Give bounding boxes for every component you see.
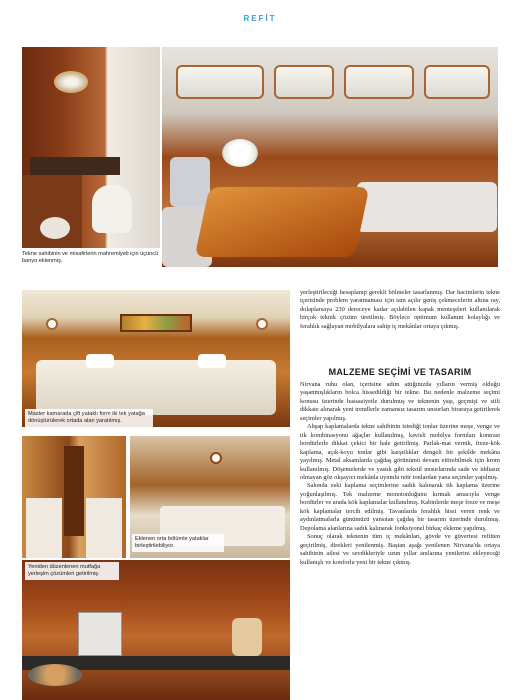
toilet (92, 185, 132, 233)
master-cabin-photo (22, 290, 290, 427)
article-body (300, 381, 500, 567)
salon-sofa (357, 182, 497, 232)
porthole (210, 452, 222, 464)
single-bed (26, 498, 62, 558)
pillow (86, 354, 114, 368)
salon-window (424, 65, 490, 99)
article-paragraph: Nirvana ruhu olan, içerisine adım attığınızda yılların vermiş olduğu yaşanmışlıkların bolca hissedildiği bir tekne. Bu nedenle malzeme seçimi konusu üzerinde hassasiyetle durulmuş ve teknenin yaşı, geçmişi ve stili dikkate alınarak yeni trendlerle zamansız tasarım unsurları biraraya getirilerek seçimler yapılmış. (300, 381, 500, 422)
galley-caption: Yeniden düzenlenen mutfağa yerleşim çözümleri getirilmiş. (25, 562, 119, 580)
master-cabin-caption: Master kamarada çift yataklı form iki tek yatağa dönüştürülerek ortada alan yaratılmış. (25, 409, 153, 427)
salon-photo (162, 47, 498, 267)
magazine-header: REFİT (243, 14, 277, 23)
galley-appliance (78, 612, 122, 656)
porthole (256, 318, 268, 330)
bathroom-sink (40, 217, 70, 239)
article-paragraph: Ahşap kaplamalarda tekne sahibinin istediği tonlar üzerine meşe, venge ve tik kombinasyonu ağaçlar kullanılmış, kavisli mobilya formları kontrast bordürlerle dikkat çekici bir hale getirilmiş. Parlak-mat vernik, freze-kök kaplama, açık-koyu tonlar gibi karşıtlıklar dengeli bir şekilde mekâna yayılmış. Metal aksamlarda çağdaş görünümü devam ettirebilmek için krom kullanılmış. Döşemelerde ve yastık gibi tekstil unsurlarında sade ve iddiasız olmayan göz okşayıcı mekânla uyumlu nötr tonlardan yana seçimler yapılmış. (300, 423, 500, 481)
wall-artwork (120, 314, 192, 332)
salon-table (195, 187, 370, 257)
article-paragraph: Sonuç olarak teknenin tüm iç mekânları, gövde ve güvertesi refitten geçirilmiş, direkleri yenilenmiş. Baştan aşağı yenilenen Nirvana'da ortaya sahibinin ailesi ve sevdikleriyle uzun yıllar anılarına yenilerini ekleyeceği kullanışlı ve konforlu yeni bir tekne çıkmış. (300, 533, 500, 566)
bathroom-photo (22, 47, 160, 248)
master-bed (36, 360, 276, 415)
bathroom-caption: Tekne sahibinin ve misafirlerin mahremiyeti için üçüncü banyo eklenmiş. (22, 251, 159, 264)
galley-photo (22, 560, 290, 700)
section-heading: MALZEME SEÇİMİ VE TASARIM (328, 367, 472, 377)
bathroom-counter (30, 157, 120, 175)
serving-tray (28, 664, 82, 686)
porthole (46, 318, 58, 330)
article-intro-paragraph: yerleştirileceği hesaplanıp gerekli bölmeler tasarlanmış. Dar hacimlerin tekne içerisinde problem yaratmaması için tam açılır geniş çekmecelerin altına ray, dolaplarsaya 230 dereceye kadar açılabilen kapak menteşeleri kullanılarak birçok teknik çözüm üretilmiş. Böylece optimum kullanım kolaylığı ve ferahlık sağlayan mobilyalara sahip iç mekânlar ortaya çıkmış. (300, 289, 500, 330)
galley-vase (232, 618, 262, 656)
single-bed (86, 498, 122, 558)
merged-berths-caption: Eklenen orta bölümle yataklar birleştirilebiliyor. (132, 534, 224, 552)
salon-chair (170, 157, 210, 207)
round-mirror (54, 71, 88, 93)
bookshelf (64, 446, 84, 536)
salon-window (176, 65, 264, 99)
single-berths-photo (22, 436, 126, 558)
salon-window (344, 65, 414, 99)
salon-window (274, 65, 334, 99)
article-paragraph: Salonda eski kaplama seçimlerine sadık kalınarak tik kaplama üzerine yoğunlaşılmış. Tek malzeme monotonluğunu kırmak amacıyla venge bordürler ve arada kök kaplamalar kullanılmış. Kabinlerde meşe freze ve meşe kök kaplamalar tercih edilmiş. Tavanlarda ferahlık hissi veren renk ve aydınlatmalarla günümüzü yansıtan çağdaş bir tasarım üzerinde durulmuş. Depolama alanlarına sadık kalınarak fonksiyonel birkaç ekleme yapılmış. (300, 482, 500, 532)
pillow (198, 354, 226, 368)
flower-arrangement (222, 139, 258, 167)
